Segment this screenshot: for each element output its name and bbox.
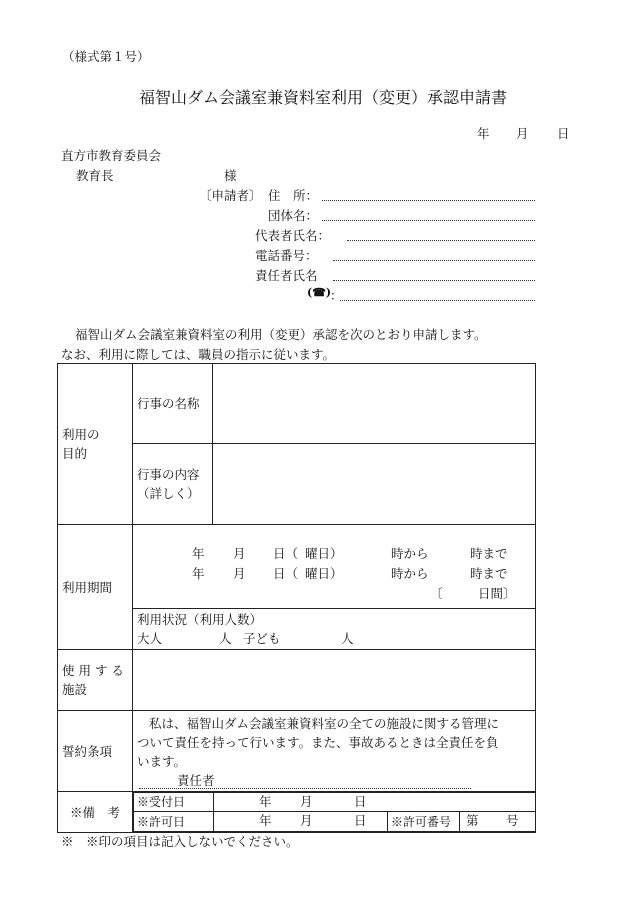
mobile-phone-field[interactable] — [340, 300, 535, 301]
recipient-honorific: 様 — [224, 168, 237, 183]
p1-year: 年 — [192, 546, 205, 561]
responsible-field[interactable] — [333, 280, 535, 281]
days-open: 〔 — [430, 586, 443, 601]
received-month: 月 — [300, 794, 313, 809]
pledge-cell — [133, 711, 536, 792]
facility-label-line1: 使 用 す る — [62, 663, 124, 678]
permit-number-field[interactable] — [460, 812, 536, 832]
page-title: 福智山ダム会議室兼資料室利用（変更）承認申請書 — [139, 88, 508, 107]
intro-line1: 福智山ダム会議室兼資料室の利用（変更）承認を次のとおり申請します。 — [75, 327, 487, 342]
p2-year: 年 — [192, 566, 205, 581]
application-table — [57, 363, 536, 833]
adults-unit: 人 — [219, 631, 232, 646]
phone-icon: (☎) — [307, 286, 332, 299]
received-day: 日 — [354, 794, 367, 809]
purpose-label-cell — [58, 364, 133, 525]
date-day: 日 — [557, 126, 570, 141]
responsible-label: 責任者氏名 — [255, 268, 318, 283]
form-number: （様式第１号） — [62, 49, 150, 64]
p2-until: 時まで — [470, 566, 508, 581]
address-label: 住 所： — [268, 188, 319, 203]
permit-number-prefix: 第 — [466, 813, 479, 828]
pledge-signature-line[interactable] — [139, 788, 471, 789]
date-year: 年 — [477, 126, 490, 141]
adults-label: 大人 — [137, 631, 163, 646]
permitted-month: 月 — [300, 813, 313, 828]
pledge-line3: います。 — [137, 754, 187, 769]
event-detail-line1: 行事の内容 — [137, 467, 200, 482]
usage-status-label: 利用状況（利用人数） — [137, 612, 263, 627]
p1-month: 月 — [233, 546, 246, 561]
phone-label: 電話番号： — [255, 248, 318, 263]
p1-from: 時から — [391, 546, 429, 561]
period-dates-cell[interactable] — [133, 525, 536, 609]
days-close: 日間〕 — [478, 586, 516, 601]
period-label: 利用期間 — [58, 525, 133, 650]
event-detail-line2: （詳しく） — [137, 486, 200, 501]
remarks-inner-table — [133, 792, 535, 832]
address-field[interactable] — [322, 200, 535, 201]
representative-field[interactable] — [347, 240, 535, 241]
applicant-label: 〔申請者〕 — [199, 188, 262, 203]
representative-label: 代表者氏名： — [255, 228, 331, 243]
p1-day: 日（ — [273, 546, 299, 561]
purpose-label-line2: 目的 — [62, 446, 88, 461]
permitted-label: ※許可日 — [134, 812, 214, 832]
permitted-day: 日 — [354, 813, 367, 828]
permit-number-suffix: 号 — [506, 813, 519, 828]
pledge-line1: 私は、福智山ダム会議室兼資料室の全ての施設に関する管理に — [149, 716, 500, 731]
event-detail-label — [133, 444, 213, 525]
p1-until: 時まで — [470, 546, 508, 561]
pledge-line2: ついて責任を持って行います。また、事故あるときは全責任を負 — [137, 735, 499, 750]
children-unit: 人 — [341, 631, 354, 646]
date-month: 月 — [516, 126, 529, 141]
facility-label — [58, 650, 133, 711]
children-label: 子ども — [243, 631, 281, 646]
p2-from: 時から — [391, 566, 429, 581]
received-date-field[interactable] — [214, 793, 536, 812]
facility-label-line2: 施設 — [62, 682, 88, 697]
event-detail-field[interactable] — [213, 444, 536, 525]
group-label: 団体名： — [268, 208, 319, 223]
permit-number-label: ※許可番号 — [388, 812, 460, 832]
facility-field[interactable] — [133, 650, 536, 711]
pledge-responsible-label: 責任者 — [177, 773, 215, 788]
group-field[interactable] — [322, 220, 535, 221]
event-name-label: 行事の名称 — [133, 364, 213, 444]
event-name-field[interactable] — [213, 364, 536, 444]
p2-month: 月 — [233, 566, 246, 581]
recipient-org: 直方市教育委員会 — [61, 148, 162, 163]
footnote: ※ ※印の項目は記入しないでください。 — [61, 834, 299, 849]
p2-weekday: 曜日） — [305, 566, 343, 581]
permitted-year: 年 — [259, 813, 272, 828]
received-label: ※受付日 — [134, 793, 214, 812]
recipient-role: 教育長 — [76, 168, 114, 183]
purpose-label-line1: 利用の — [62, 427, 100, 442]
intro-line2: なお、利用に際しては、職員の指示に従います。 — [61, 347, 336, 362]
permitted-date-field[interactable] — [214, 812, 388, 832]
p2-day: 日（ — [273, 566, 299, 581]
phone-icon-colon: ： — [330, 288, 343, 303]
p1-weekday: 曜日） — [305, 546, 343, 561]
pledge-label: 誓約条項 — [58, 711, 133, 792]
remarks-cell — [133, 792, 536, 833]
remarks-label: ※備 考 — [58, 792, 133, 833]
received-year: 年 — [259, 794, 272, 809]
phone-field[interactable] — [333, 260, 535, 261]
usage-cell[interactable] — [133, 609, 536, 650]
